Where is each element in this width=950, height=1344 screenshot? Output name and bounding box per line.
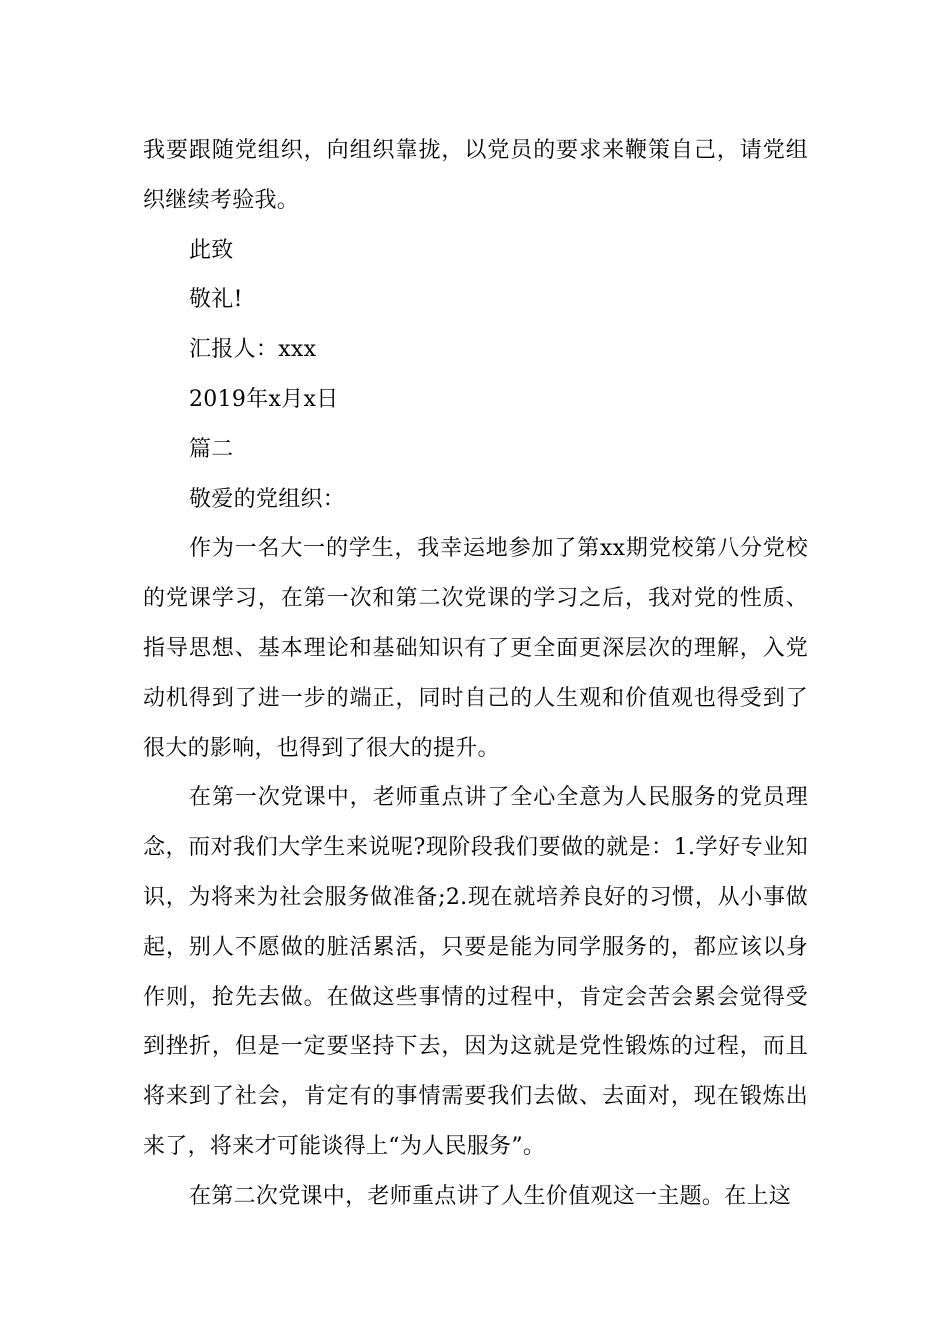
closing-line: 此致 [189, 237, 234, 263]
salute-line: 敬礼! [189, 287, 243, 313]
document-body [143, 126, 808, 1222]
reporter-line: 汇报人：xxx [189, 337, 317, 363]
body-paragraph: 在第二次党课中，老师重点讲了人生价值观这一主题。在上这 [189, 1183, 792, 1209]
date-line: 2019年x月x日 [189, 386, 339, 412]
section-title: 篇二 [189, 436, 234, 462]
body-paragraph: 作为一名大一的学生，我幸运地参加了第xx期党校第八分党校的党课学习，在第一次和第二次党课的学习之后，我对党的性质、指导思想、基本理论和基础知识有了更全面更深层次的理解，入党动机得到了进一步的端正，同时自己的人生观和价值观也得受到了很大的影响，也得到了很大的提升。 [143, 536, 808, 761]
salutation-line: 敬爱的党组织： [189, 486, 346, 512]
body-paragraph: 在第一次党课中，老师重点讲了全心全意为人民服务的党员理念，而对我们大学生来说呢?现阶段我们要做的就是：1.学好专业知识，为将来为社会服务做准备;2.现在就培养良好的习惯，从小事做起，别人不愿做的脏活累活，只要是能为同学服务的，都应该以身作则，抢先去做。在做这些事情的过程中，肯定会苦会累会觉得受到挫折，但是一定要坚持下去，因为这就是党性锻炼的过程，而且将来到了社会，肯定有的事情需要我们去做、去面对，现在锻炼出来了，将来才可能谈得上“为人民服务”。 [143, 785, 808, 1159]
continuation-paragraph: 我要跟随党组织，向组织靠拢，以党员的要求来鞭策自己，请党组织继续考验我。 [143, 138, 808, 213]
